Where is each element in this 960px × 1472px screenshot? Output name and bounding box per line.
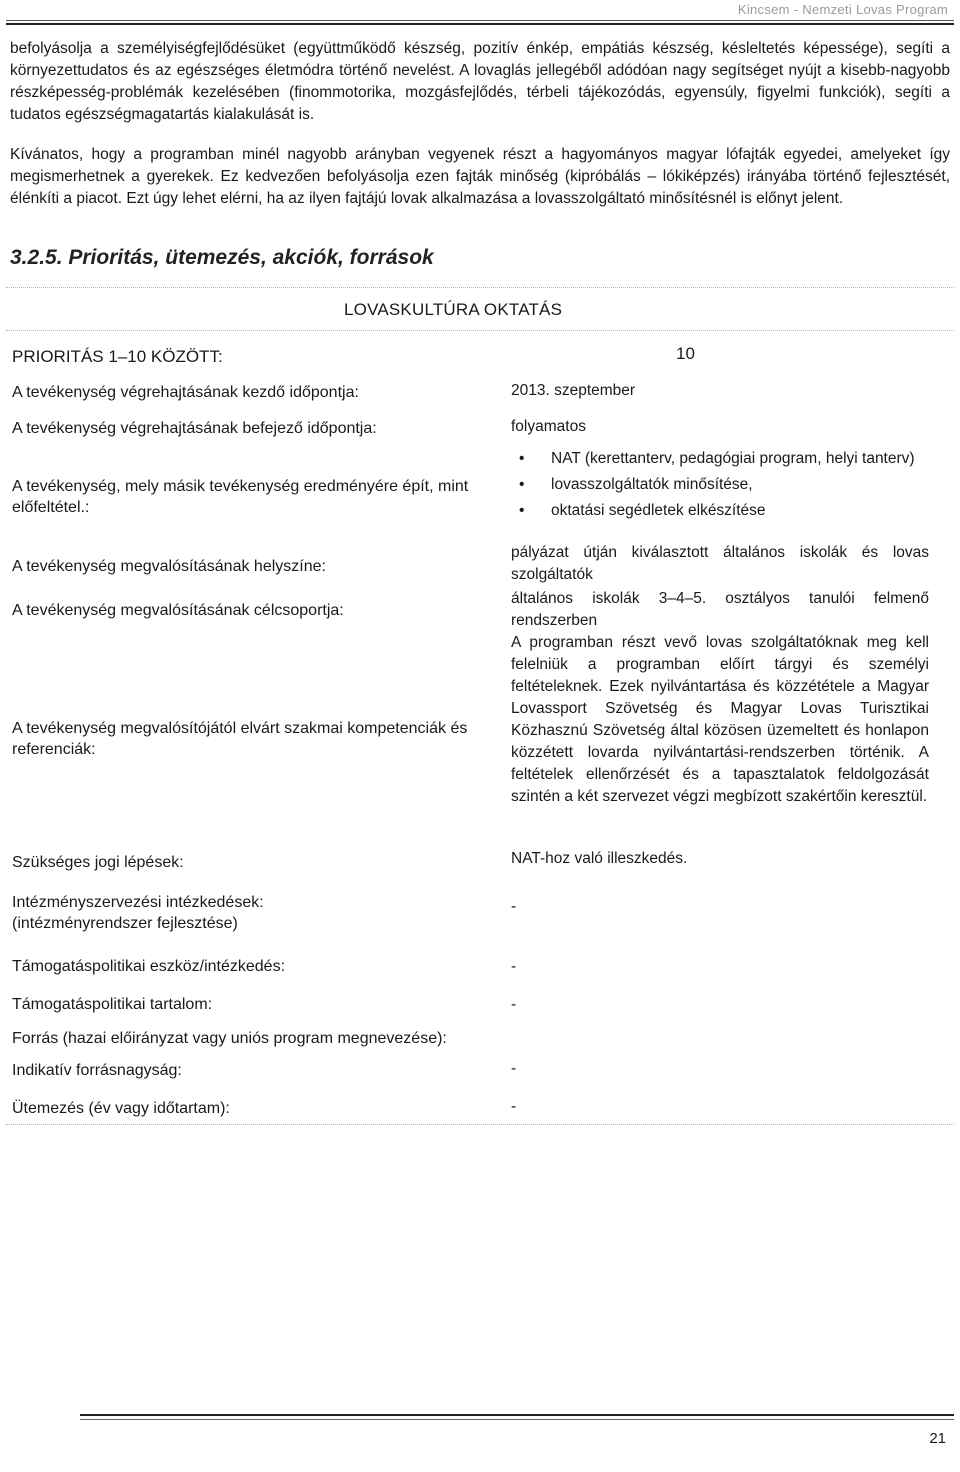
dotted-divider (6, 330, 954, 331)
support-tool-value: - (511, 958, 517, 975)
schedule-label: Ütemezés (év vagy időtartam): (12, 1100, 230, 1117)
target-group-label: A tevékenység megvalósításának célcsoportja: (12, 602, 344, 619)
end-date-label: A tevékenység végrehajtásának befejező időpontja: (12, 420, 377, 437)
indicative-amount-value: - (511, 1060, 517, 1077)
page-number: 21 (929, 1430, 946, 1447)
prerequisite-label: A tevékenység, mely másik tevékenység eredményére épít, mint előfeltétel.: (12, 478, 469, 516)
list-item: • NAT (kerettanterv, pedagógiai program, helyi tanterv) (511, 448, 929, 470)
institutional-value: - (511, 898, 517, 915)
schedule-value: - (511, 1098, 517, 1115)
intro-paragraph-2: Kívánatos, hogy a programban minél nagyobb arányban vegyenek részt a hagyományos magyar lófajták egyedei, amelyeket így megismerhetnek a gyerekek. Ez kedvezően befolyásolja ezen fajták minőség (kipróbálás – lókiképzés) irányába történő fejlesztését, élénkíti a piacot. Ezt úgy lehet elérni, ha az ilyen fajtájú lovak alkalmazása a lovasszolgáltató minősítésnél is előnyt jelent. (10, 146, 950, 207)
section-title: LOVASKULTÚRA OKTATÁS (344, 300, 563, 319)
funding-source-label: Forrás (hazai előirányzat vagy uniós program megnevezése): (12, 1030, 447, 1047)
header-rule (6, 20, 954, 21)
dotted-divider (6, 1124, 954, 1125)
start-date-label: A tevékenység végrehajtásának kezdő időpontja: (12, 384, 359, 401)
competence-label: A tevékenység megvalósítójától elvárt szakmai kompetenciák és referenciák: (12, 720, 468, 758)
dotted-divider (6, 287, 954, 288)
indicative-amount-label: Indikatív forrásnagyság: (12, 1062, 182, 1079)
list-item: • lovasszolgáltatók minősítése, (511, 474, 929, 496)
location-value: pályázat útján kiválasztott általános iskolák és lovas szolgáltatók (511, 544, 929, 583)
header-rule-thick (6, 23, 954, 25)
list-item: • oktatási segédletek elkészítése (511, 500, 929, 522)
priority-value: 10 (676, 344, 695, 363)
support-content-value: - (511, 996, 517, 1013)
priority-label: PRIORITÁS 1–10 KÖZÖTT: (12, 347, 223, 366)
support-content-label: Támogatáspolitikai tartalom: (12, 996, 213, 1013)
target-group-value: általános iskolák 3–4–5. osztályos tanulói felmenő rendszerben (511, 590, 929, 629)
section-heading: 3.2.5. Prioritás, ütemezés, akciók, források (10, 246, 434, 269)
legal-steps-label: Szükséges jogi lépések: (12, 854, 184, 871)
location-label: A tevékenység megvalósításának helyszíne: (12, 558, 326, 575)
end-date-value: folyamatos (511, 418, 586, 435)
prerequisite-list (511, 448, 929, 522)
start-date-value: 2013. szeptember (511, 382, 636, 399)
running-header: Kincsem - Nemzeti Lovas Program (737, 2, 948, 17)
footer-rule-thin (80, 1419, 954, 1420)
support-tool-label: Támogatáspolitikai eszköz/intézkedés: (12, 958, 286, 975)
legal-steps-value: NAT-hoz való illeszkedés. (511, 850, 688, 867)
institutional-label: Intézményszervezési intézkedések: (intézményrendszer fejlesztése) (12, 894, 264, 932)
footer-rule (80, 1414, 954, 1416)
competence-value: A programban részt vevő lovas szolgáltatóknak meg kell felelniük a programban előírt tárgyi és személyi feltételeknek. Ezek nyilvántartása és közzététele a Magyar Lovassport Szövetség és Magyar Lovas Turisztikai Közhasznú Szövetség által közösen üzemeltett és honlapon közzétett lovarda nyilvántartási-rendszerben történik. A feltételek ellenőrzését és a tapasztalatok feldolgozását szintén a két szervezet végzi megbízott szakértőin keresztül. (511, 634, 929, 805)
intro-paragraph-1: befolyásolja a személyiségfejlődésüket (együttműködő készség, pozitív énkép, empátiás készség, késleltetés képessége), segíti a környezettudatos és az egészséges életmódra történő nevelést. A lovaglás jellegéből adódóan nagy segítséget nyújt a kisebb-nagyobb részképesség-problémák kezelésében (finommotorika, mozgásfejlődés, térbeli tájékozódás, egyensúly, figyelmi funkciók), segíti a tudatos egészségmagatartás kialakulását is. (10, 40, 950, 123)
